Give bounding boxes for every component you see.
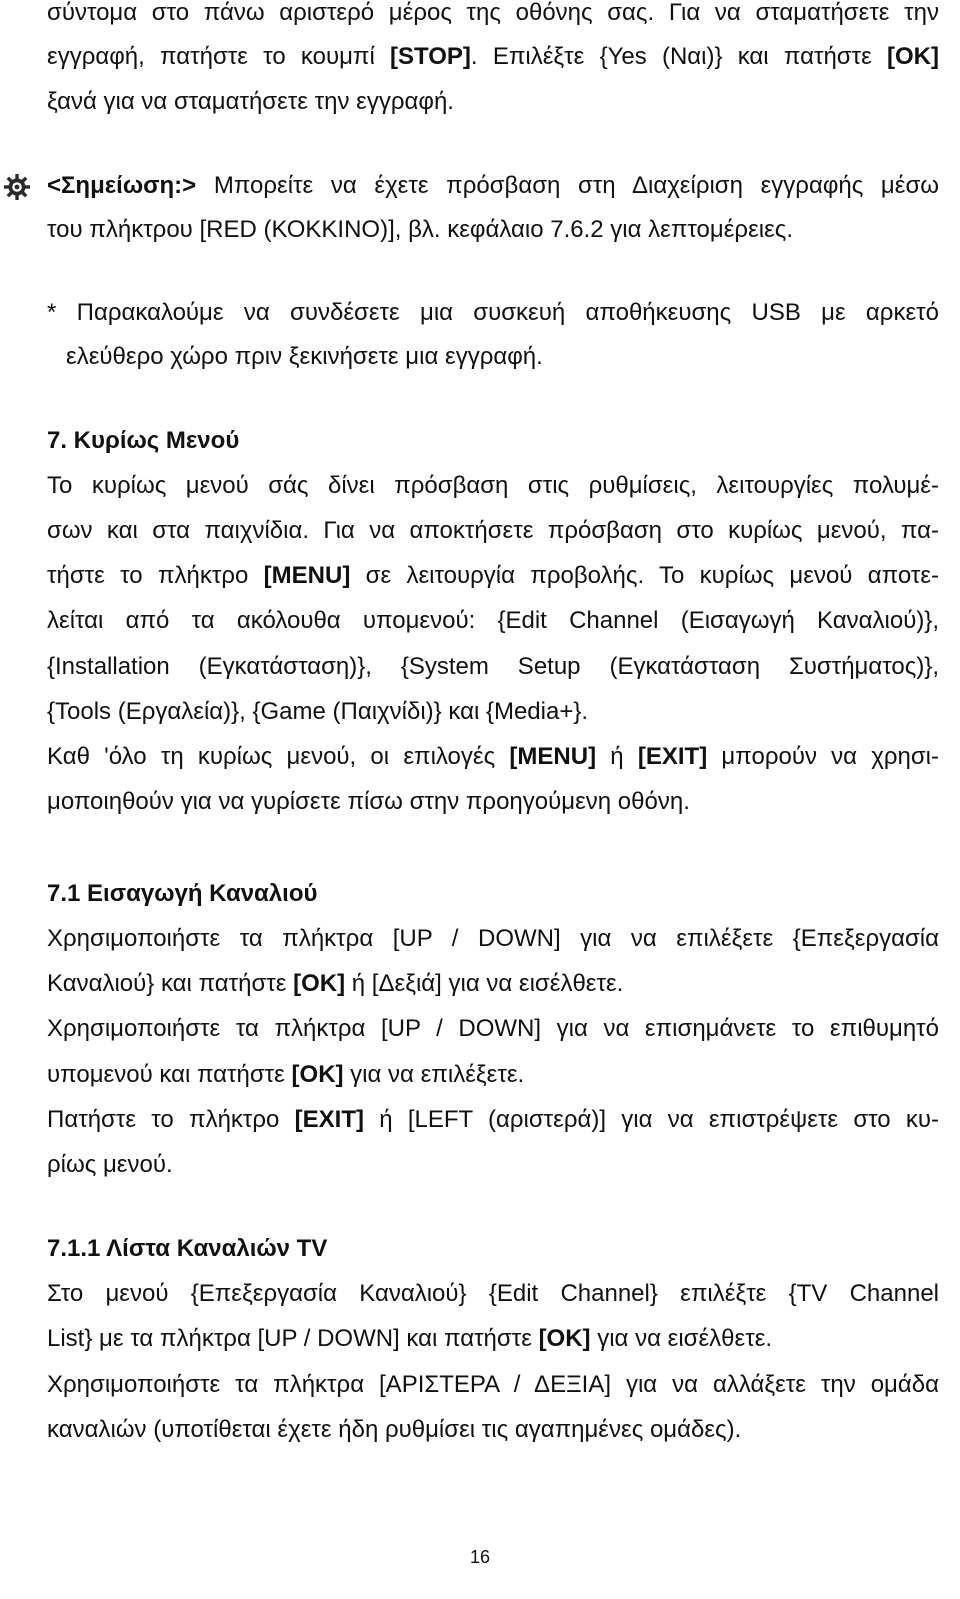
text-run: ή: [596, 743, 638, 770]
section-heading: [47, 879, 939, 909]
body-line: [47, 471, 939, 501]
body-line: [47, 1150, 939, 1180]
section-heading: [47, 426, 939, 456]
text-run: {Installation (Εγκατάσταση)}, {System Setup (Εγκατάσταση Συστήματος)},: [47, 653, 939, 680]
text-run: ή [Δεξιά] για να εισέλθετε.: [345, 970, 624, 997]
text-run: του πλήκτρου [RED (ΚΟΚΚΙΝΟ)], βλ. κεφάλαιο 7.6.2 για λεπτομέρειες.: [47, 216, 794, 243]
body-line: [47, 787, 939, 817]
text-run: ή [LEFT (αριστερά)] για να επιστρέψετε στο κυ-: [363, 1106, 939, 1133]
text-run: λείται από τα ακόλουθα υπομενού: {Edit Channel (Εισαγωγή Καναλιού)},: [47, 607, 939, 634]
text-run: List} με τα πλήκτρα [UP / DOWN] και πατήστε: [47, 1325, 539, 1352]
key-label: [EXIT]: [637, 743, 708, 770]
key-label: [MENU]: [263, 562, 351, 589]
text-run: Καναλιού} και πατήστε: [47, 970, 294, 997]
text-run: ξανά για να σταματήσετε την εγγραφή.: [47, 88, 454, 115]
text-run: ρίως μενού.: [47, 1151, 173, 1178]
text-run: ελεύθερο χώρο πριν ξεκινήσετε μια εγγραφή.: [66, 343, 543, 370]
text-run: υπομενού και πατήστε: [47, 1061, 292, 1088]
text-run: Χρησιμοποιήστε τα πλήκτρα [UP / DOWN] για να επιλέξετε {Επεξεργασία: [47, 925, 939, 952]
body-line: [47, 924, 939, 954]
text-run: Στο μενού {Επεξεργασία Καναλιού} {Edit Channel} επιλέξτε {TV Channel: [47, 1280, 939, 1307]
text-run: για να εισέλθετε.: [590, 1325, 773, 1352]
body-line: [47, 1105, 939, 1135]
text-run: Καθ 'όλο τη κυρίως μενού, οι επιλογές: [47, 743, 510, 770]
note-label: <Σημείωση:>: [47, 172, 197, 199]
gear-icon: [2, 172, 32, 202]
text-run: Χρησιμοποιήστε τα πλήκτρα [ΑΡΙΣΤΕΡΑ / ΔΕΞΙΑ] για να αλλάξετε την ομάδα: [47, 1371, 939, 1398]
page-number: 16: [469, 1547, 491, 1567]
body-line: [47, 42, 939, 72]
text-run: * Παρακαλούμε να συνδέσετε μια συσκευή αποθήκευσης USB με αρκετό: [47, 299, 939, 326]
body-line: [47, 1324, 939, 1354]
body-line: [47, 1060, 939, 1090]
key-label: [OK]: [538, 1325, 591, 1352]
body-line: [47, 697, 939, 727]
text-run: σε λειτουργία προβολής. Το κυρίως μενού αποτε-: [350, 562, 940, 589]
body-line: [47, 606, 939, 636]
note-line: [66, 342, 958, 372]
text-run: Το κυρίως μενού σάς δίνει πρόσβαση στις ρυθμίσεις, λειτουργίες πολυμέ-: [47, 472, 939, 499]
body-line: [47, 1370, 939, 1400]
text-run: καναλιών (υποτίθεται έχετε ήδη ρυθμίσει τις αγαπημένες ομάδες).: [47, 1416, 742, 1443]
body-line: [47, 1279, 939, 1309]
body-line: [47, 1014, 939, 1044]
body-line: [47, 561, 939, 591]
text-run: Πατήστε το πλήκτρο: [47, 1106, 295, 1133]
text-run: για να επιλέξετε.: [343, 1061, 525, 1088]
key-label: [OK]: [293, 970, 346, 997]
text-run: . Επιλέξτε {Yes (Ναι)} και πατήστε: [470, 43, 888, 70]
text-run: μπορούν να χρησι-: [707, 743, 940, 770]
text-run: σύντομα στο πάνω αριστερό μέρος της οθόνης σας. Για να σταματήσετε την: [47, 0, 939, 26]
note-line: [47, 171, 939, 201]
body-line: [47, 969, 939, 999]
heading-text: 7.1 Εισαγωγή Καναλιού: [47, 880, 318, 907]
body-line: [47, 0, 939, 28]
note-line: [47, 215, 939, 245]
heading-text: 7.1.1 Λίστα Καναλιών TV: [47, 1235, 328, 1262]
text-run: σων και στα παιχνίδια. Για να αποκτήσετε πρόσβαση στο κυρίως μενού, πα-: [47, 517, 939, 544]
key-label: [EXIT]: [294, 1106, 364, 1133]
text-run: τήστε το πλήκτρο: [47, 562, 264, 589]
body-line: [47, 652, 939, 682]
section-heading: [47, 1234, 939, 1264]
body-line: [47, 742, 939, 772]
text-run: Χρησιμοποιήστε τα πλήκτρα [UP / DOWN] για να επισημάνετε το επιθυμητό: [47, 1015, 939, 1042]
body-line: [47, 1415, 939, 1445]
key-label: [OK]: [887, 43, 939, 70]
key-label: [MENU]: [509, 743, 597, 770]
text-run: Μπορείτε να έχετε πρόσβαση στη Διαχείριση εγγραφής μέσω: [196, 172, 939, 199]
text-run: εγγραφή, πατήστε το κουμπί: [47, 43, 391, 70]
key-label: [STOP]: [390, 43, 471, 70]
text-run: μοποιηθούν για να γυρίσετε πίσω στην προηγούμενη οθόνη.: [47, 788, 690, 815]
body-line: [47, 87, 939, 117]
body-line: [47, 516, 939, 546]
heading-text: 7. Κυρίως Μενού: [47, 427, 240, 454]
key-label: [OK]: [291, 1061, 344, 1088]
note-line: [47, 298, 939, 328]
text-run: {Tools (Εργαλεία)}, {Game (Παιχνίδι)} και {Media+}.: [47, 698, 589, 725]
